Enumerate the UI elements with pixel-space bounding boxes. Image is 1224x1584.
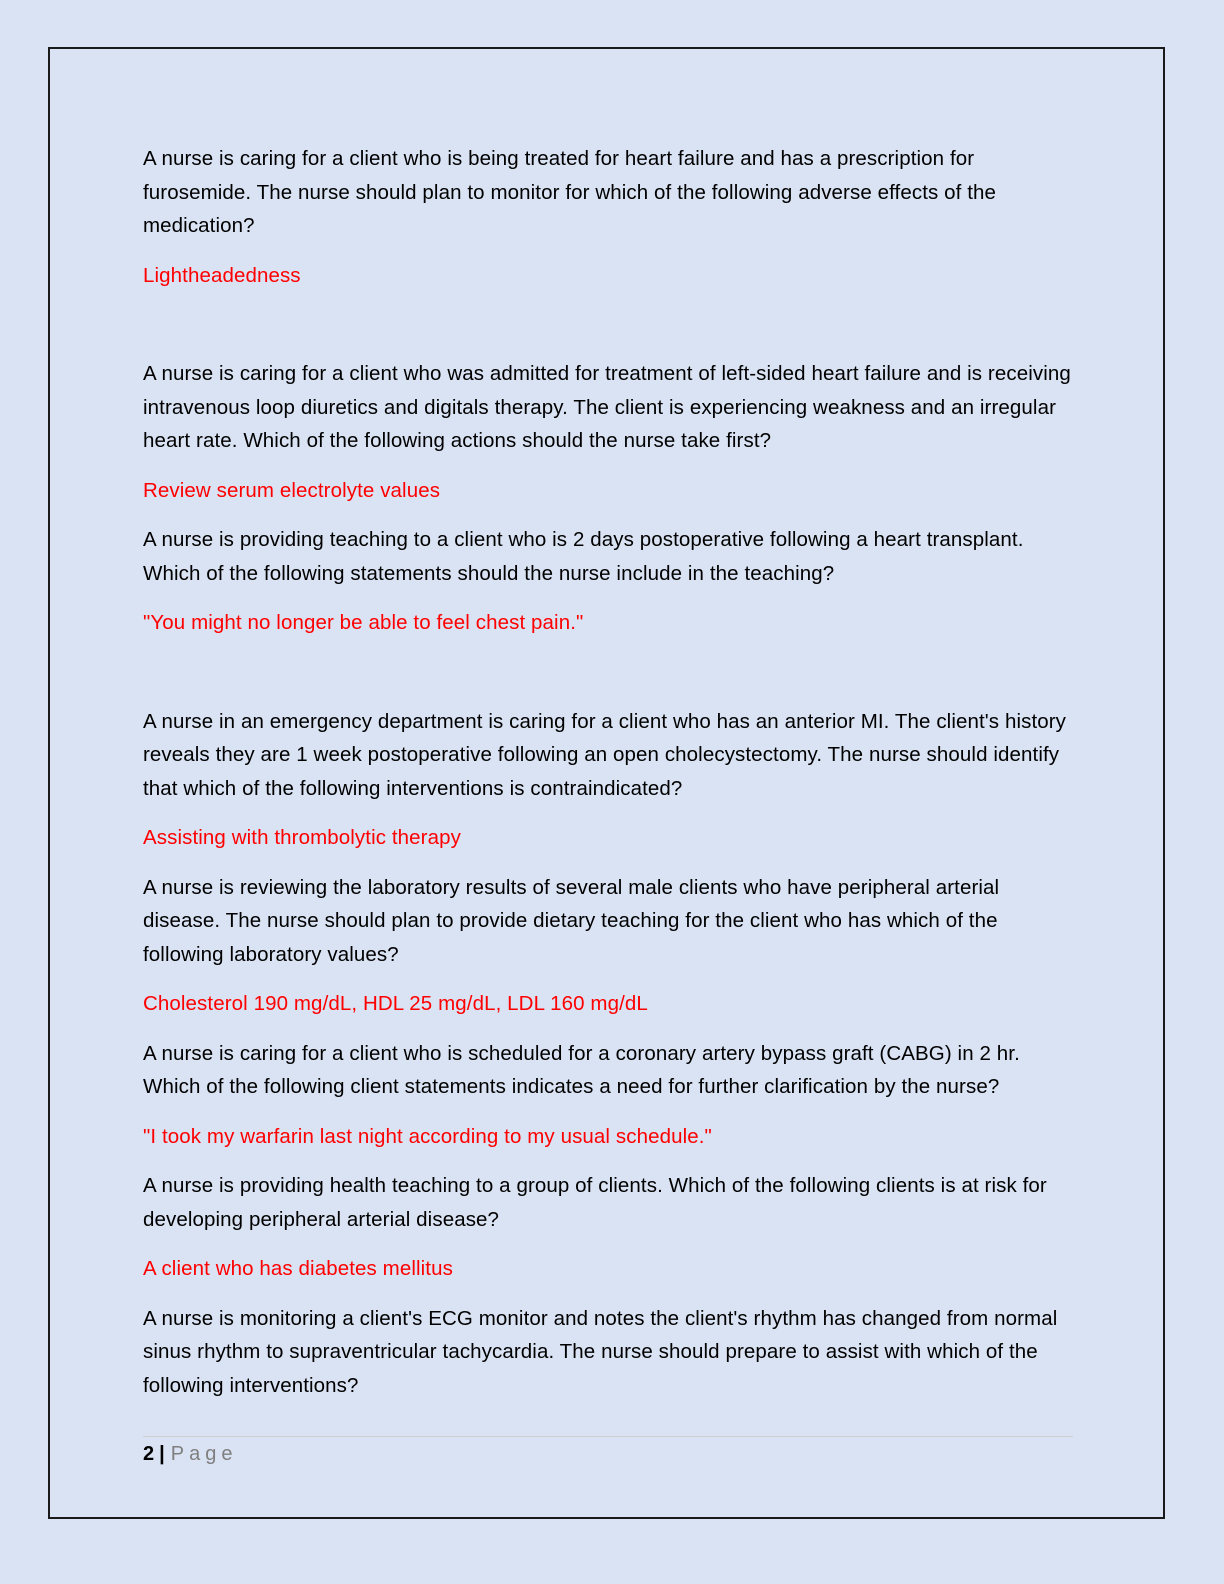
answer-3: "You might no longer be able to feel chest pain."	[143, 611, 584, 634]
question-4: A nurse in an emergency department is caring for a client who has an anterior MI. The client's history reveals they are 1 week postoperative following an open cholecystectomy. The nurse should identify that which of the following interventions is contraindicated?	[143, 709, 1067, 800]
answer-1: Lightheadedness	[143, 263, 301, 287]
question-5: A nurse is reviewing the laboratory results of several male clients who have peripheral arterial disease. The nurse should plan to provide dietary teaching for the client who has which of the following laboratory values?	[143, 875, 1000, 966]
page-footer	[143, 1441, 237, 1467]
footer-separator: |	[159, 1443, 165, 1465]
document-body	[143, 142, 1073, 1402]
answer-7: A client who has diabetes mellitus	[143, 1257, 453, 1280]
answer-6: "I took my warfarin last night according to my usual schedule."	[143, 1124, 712, 1148]
question-2: A nurse is caring for a client who was admitted for treatment of left-sided heart failure and is receiving intravenous loop diuretics and digitals therapy. The client is experiencing weakness and an irregular heart rate. Which of the following actions should the nurse take first?	[143, 362, 1071, 452]
question-7: A nurse is providing health teaching to a group of clients. Which of the following clients is at risk for developing peripheral arterial disease?	[143, 1174, 1047, 1231]
page-word: Page	[170, 1443, 238, 1465]
question-8: A nurse is monitoring a client's ECG monitor and notes the client's rhythm has changed from normal sinus rhythm to supraventricular tachycardia. The nurse should prepare to assist with which of the following interventions?	[143, 1306, 1058, 1397]
answer-5: Cholesterol 190 mg/dL, HDL 25 mg/dL, LDL 160 mg/dL	[143, 992, 648, 1015]
question-3: A nurse is providing teaching to a client who is 2 days postoperative following a heart transplant. Which of the following statements should the nurse include in the teaching?	[143, 528, 1024, 585]
page-number: 2	[143, 1443, 155, 1465]
question-6: A nurse is caring for a client who is scheduled for a coronary artery bypass graft (CABG) in 2 hr. Which of the following client statements indicates a need for further clarification by the nurse?	[143, 1041, 1020, 1098]
answer-4: Assisting with thrombolytic therapy	[143, 826, 461, 849]
footer-rule	[143, 1436, 1073, 1437]
answer-2: Review serum electrolyte values	[143, 478, 441, 502]
question-1: A nurse is caring for a client who is being treated for heart failure and has a prescription for furosemide. The nurse should plan to monitor for which of the following adverse effects of the medication?	[143, 147, 997, 237]
